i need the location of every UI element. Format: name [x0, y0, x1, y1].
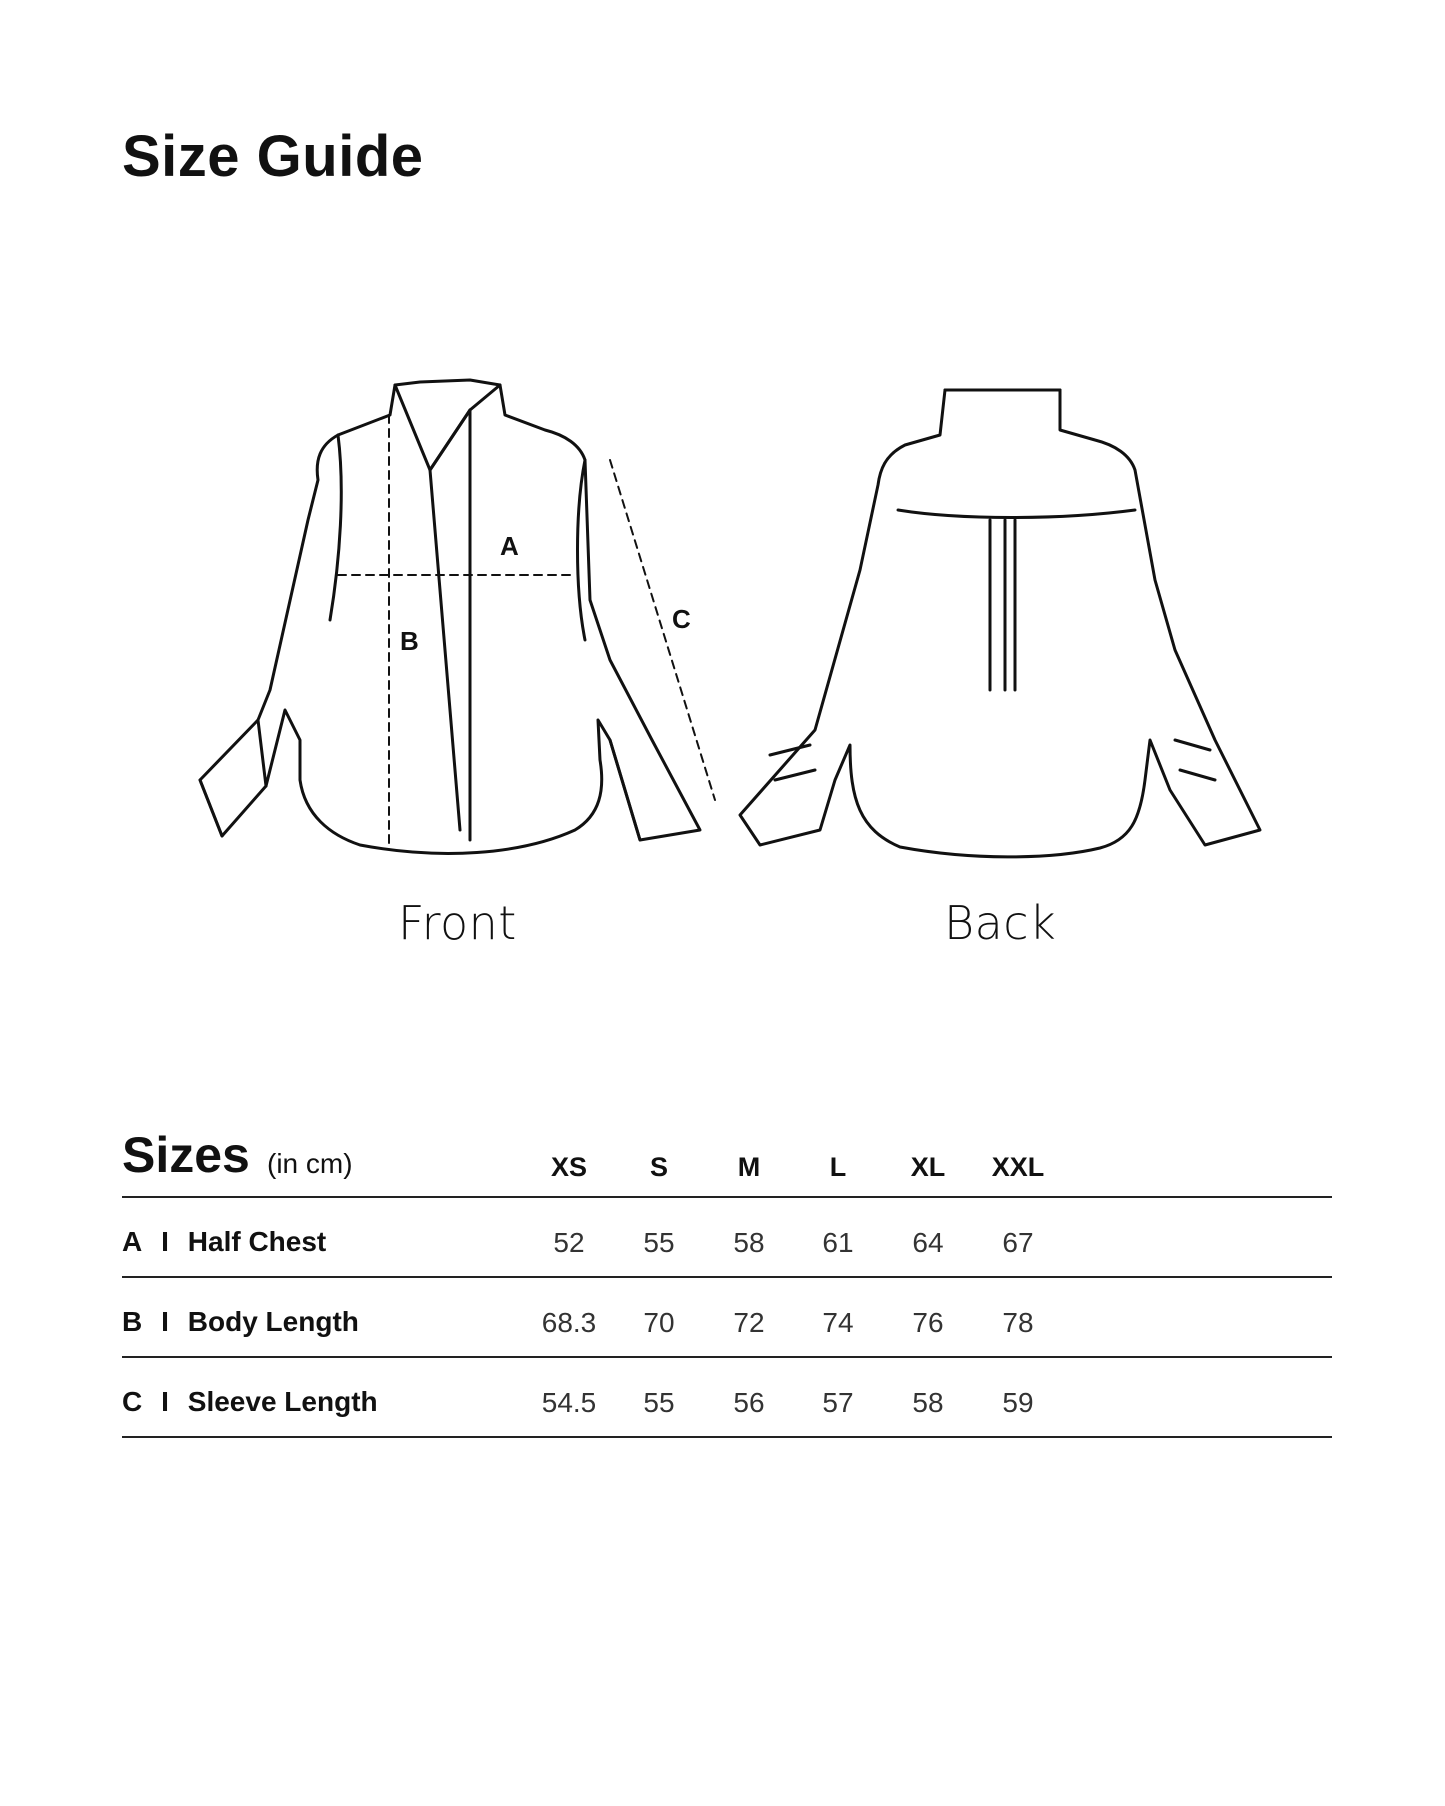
table-cell: 61 — [822, 1227, 854, 1258]
table-cell: 76 — [912, 1307, 944, 1338]
table-row — [122, 1358, 1332, 1438]
table-cell: 58 — [733, 1227, 765, 1258]
table-row — [122, 1198, 1332, 1278]
measure-c-label: C — [672, 604, 691, 634]
table-cell: 55 — [643, 1227, 675, 1258]
size-column-header: M — [737, 1152, 761, 1182]
row-measure-name: Sleeve Length — [187, 1386, 378, 1417]
table-cell: 55 — [643, 1387, 675, 1418]
row-letter: C — [122, 1386, 143, 1417]
size-column-header: XL — [910, 1152, 946, 1182]
measure-b-label: B — [400, 626, 419, 656]
measure-a-label: A — [500, 531, 519, 561]
table-cell: 59 — [1002, 1387, 1034, 1418]
table-cell: 52 — [553, 1227, 585, 1258]
sizes-heading: Sizes — [122, 1127, 250, 1183]
shirt-front-icon — [200, 380, 700, 853]
table-cell: 78 — [1002, 1307, 1034, 1338]
row-label — [122, 1228, 326, 1256]
size-column-header: XS — [550, 1152, 588, 1182]
row-measure-name: Body Length — [187, 1306, 359, 1337]
table-cell: 68.3 — [541, 1307, 597, 1338]
row-label — [122, 1308, 359, 1336]
table-cell: 67 — [1002, 1227, 1034, 1258]
size-column-header: S — [649, 1152, 668, 1182]
shirt-back-icon — [740, 390, 1260, 857]
back-view-label: Back — [944, 896, 1057, 950]
row-separator: I — [161, 1226, 169, 1257]
page-title: Size Guide — [122, 124, 424, 189]
table-row — [122, 1278, 1332, 1358]
size-column-header: L — [829, 1152, 847, 1182]
table-cell: 74 — [822, 1307, 854, 1338]
table-cell: 70 — [643, 1307, 675, 1338]
front-view-label: Front — [398, 896, 517, 950]
sizes-header-row — [122, 1128, 1332, 1198]
table-cell: 56 — [733, 1387, 765, 1418]
row-label — [122, 1388, 378, 1416]
shirt-illustrations — [0, 360, 1445, 920]
table-cell: 72 — [733, 1307, 765, 1338]
row-separator: I — [161, 1386, 169, 1417]
measure-c-line — [610, 460, 715, 800]
row-measure-name: Half Chest — [187, 1226, 327, 1257]
table-cell: 57 — [822, 1387, 854, 1418]
sizes-unit: (in cm) — [267, 1148, 353, 1179]
table-cell: 64 — [912, 1227, 944, 1258]
table-cell: 54.5 — [541, 1387, 597, 1418]
sizes-table — [122, 1128, 1332, 1438]
size-column-header: XXL — [991, 1152, 1045, 1182]
row-letter: A — [122, 1226, 143, 1257]
row-letter: B — [122, 1306, 143, 1337]
table-cell: 58 — [912, 1387, 944, 1418]
row-separator: I — [161, 1306, 169, 1337]
